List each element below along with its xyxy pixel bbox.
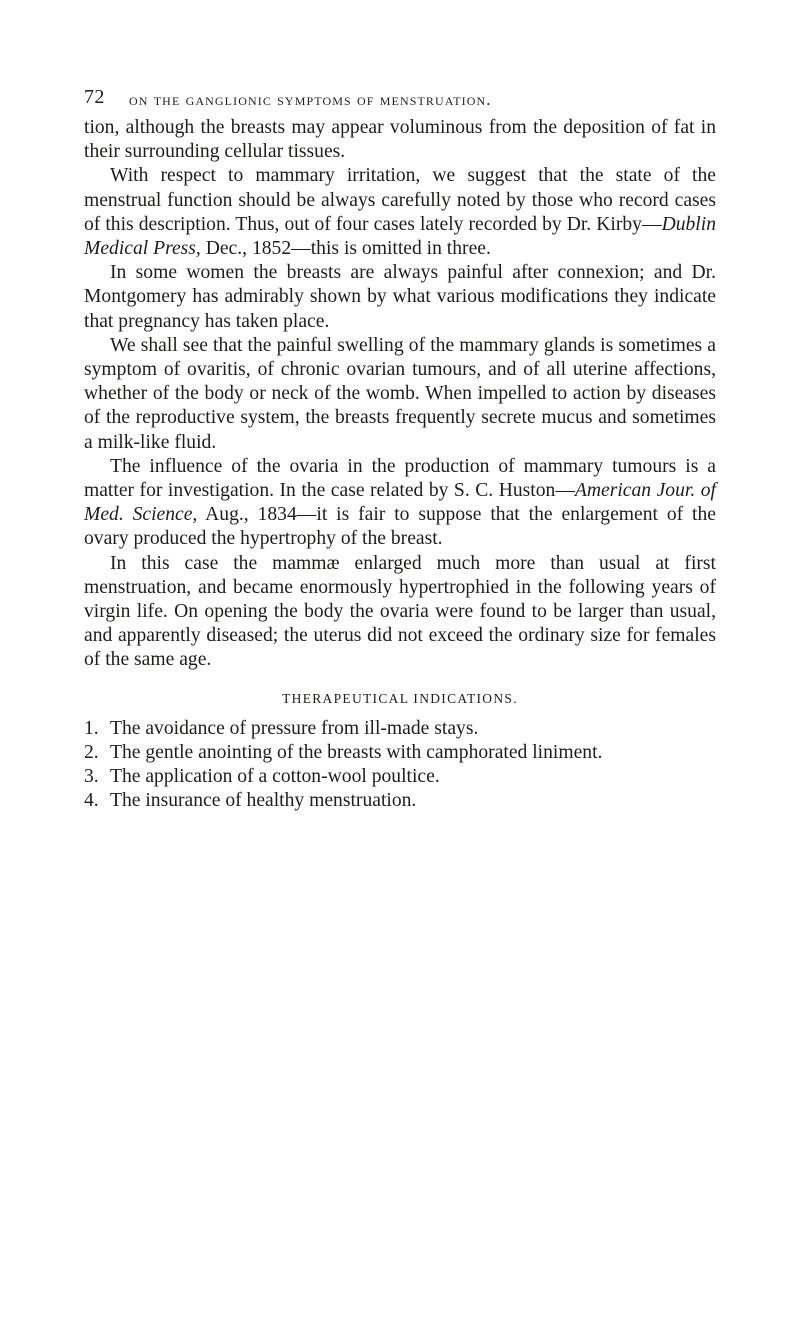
citation-dublin-medical-press: Dublin Medical Press, [84, 213, 716, 260]
paragraph-text: Aug., 1834—it is fair to suppose that the enlargement of the ovary produced the hypertrophy of the breast. [84, 504, 716, 550]
indications-list [84, 717, 716, 814]
list-number: 3. [84, 766, 99, 788]
list-item [84, 741, 716, 765]
list-text: The insurance of healthy menstruation. [110, 790, 417, 812]
paragraph-mammary-irritation [84, 164, 716, 261]
list-number: 1. [84, 717, 99, 739]
paragraph-text: The influence of the ovaria in the production of mammary tumours is a matter for investigation. In the case related by S. C. Huston— [84, 455, 716, 502]
list-number: 4. [84, 790, 99, 812]
paragraph-continuation: tion, although the breasts may appear voluminous from the deposition of fat in their surrounding cellular tissues. [84, 117, 716, 163]
citation-american-journal: American Jour. of Med. Science, [84, 480, 716, 526]
list-text: The application of a cotton-wool poultice. [110, 766, 440, 788]
paragraph-painful-swelling: We shall see that the painful swelling of the mammary glands is sometimes a symptom of ovaritis, of chronic ovarian tumours, and of all uterine affections, whether of the body or neck of the womb. When impelled to action by diseases of the reproductive system, the breasts frequently secrete mucus and sometimes a milk-like fluid. [84, 334, 716, 453]
paragraph-painful-breasts: In some women the breasts are always painful after connexion; and Dr. Montgomery has admirably shown by what various modifications they indicate that pregnancy has taken place. [84, 262, 716, 332]
paragraph-case-mammae: In this case the mammæ enlarged much more than usual at first menstruation, and became enormously hypertrophied in the following years of virgin life. On opening the body the ovaria were found to be larger than usual, and apparently diseased; the uterus did not exceed the ordinary size for females of the same age. [84, 552, 716, 671]
book-page [84, 86, 716, 813]
list-item [84, 717, 716, 741]
paragraph-text: With respect to mammary irritation, we suggest that the state of the menstrual function should be always carefully noted by those who record cases of this description. Thus, out of four cases lately recorded by Dr. Kirby— [84, 165, 716, 235]
list-number: 2. [84, 741, 99, 763]
page-number: 72 [84, 86, 105, 108]
paragraph-ovaria-influence [84, 455, 716, 552]
list-text: The gentle anointing of the breasts with camphorated liniment. [110, 741, 603, 763]
running-title: on the ganglionic symptoms of menstruation. [129, 90, 492, 109]
list-item [84, 765, 716, 789]
running-head [84, 86, 716, 116]
section-heading: THERAPEUTICAL INDICATIONS. [282, 690, 518, 706]
list-text: The avoidance of pressure from ill-made stays. [110, 717, 479, 739]
list-item [84, 789, 716, 813]
paragraph-text: Dec., 1852—this is omitted in three. [200, 238, 491, 260]
